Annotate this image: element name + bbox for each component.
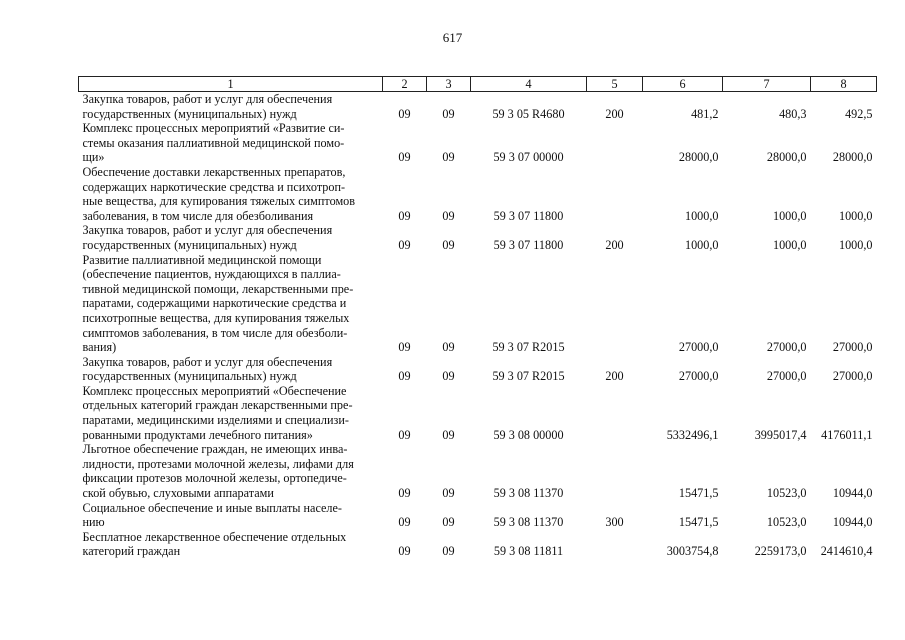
amount-year-2: 2259173,0 bbox=[754, 544, 807, 559]
row-description bbox=[79, 121, 383, 165]
subsection-code: 09 bbox=[442, 150, 455, 165]
row-description bbox=[79, 442, 383, 500]
description-line: Бесплатное лекарственное обеспечение отдельных bbox=[82, 529, 347, 544]
expense-type-code bbox=[587, 165, 643, 223]
target-article-code: 59 3 08 11370 bbox=[493, 515, 564, 530]
header-row bbox=[79, 77, 877, 92]
table-body bbox=[79, 92, 877, 560]
row-description bbox=[79, 92, 383, 122]
description-line: симптомов заболевания, в том числе для обезболи- bbox=[82, 325, 348, 340]
subsection-code: 09 bbox=[442, 544, 455, 559]
amount-year-1: 15471,5 bbox=[678, 486, 719, 501]
target-article-code: 59 3 08 11811 bbox=[493, 544, 564, 559]
amount-year-2: 1000,0 bbox=[772, 237, 807, 252]
description-line: Комплекс процессных мероприятий «Обеспечение bbox=[82, 383, 347, 398]
target-article-code: 59 3 07 R2015 bbox=[492, 369, 565, 384]
description-line: стемы оказания паллиативной медицинской помо- bbox=[82, 135, 345, 150]
subsection-code: 09 bbox=[442, 486, 455, 501]
amount-year-2: 3995017,4 bbox=[754, 427, 807, 442]
column-header-5: 5 bbox=[587, 77, 643, 92]
target-article-code: 59 3 07 00000 bbox=[493, 150, 564, 165]
table-row bbox=[79, 223, 877, 252]
amount-year-1: 1000,0 bbox=[684, 237, 719, 252]
expense-type-code: 200 bbox=[605, 106, 624, 121]
amount-year-3: 492,5 bbox=[845, 106, 873, 121]
section-code: 09 bbox=[398, 237, 411, 252]
description-line: психотропные вещества, для купирования тяжелых bbox=[82, 310, 350, 325]
expense-type-code: 200 bbox=[605, 369, 624, 384]
section-code: 09 bbox=[398, 427, 411, 442]
target-article-code: 59 3 07 11800 bbox=[493, 208, 564, 223]
row-description bbox=[79, 253, 383, 355]
table-row bbox=[79, 92, 877, 122]
description-line: фиксации протезов молочной железы, ортопедиче- bbox=[82, 471, 347, 486]
column-header-2: 2 bbox=[383, 77, 427, 92]
description-line: содержащих наркотические средства и психотроп- bbox=[82, 179, 346, 194]
description-line: Льготное обеспечение граждан, не имеющих инва- bbox=[82, 442, 348, 457]
description-line: тивной медицинской помощи, лекарственными пре- bbox=[82, 281, 354, 296]
description-line: паратами, медицинскими изделиями и специализи- bbox=[82, 413, 349, 428]
column-header-1: 1 bbox=[79, 77, 383, 92]
description-line: отдельных категорий граждан лекарственными пре- bbox=[82, 398, 353, 413]
description-line: категорий граждан bbox=[82, 544, 181, 559]
target-article-code: 59 3 05 R4680 bbox=[492, 106, 565, 121]
description-line: заболевания, в том числе для обезболивания bbox=[82, 208, 314, 223]
page-number: 617 bbox=[442, 30, 463, 45]
subsection-code: 09 bbox=[442, 515, 455, 530]
section-code: 09 bbox=[398, 486, 411, 501]
table-row bbox=[79, 501, 877, 530]
section-code: 09 bbox=[398, 340, 411, 355]
target-article-code: 59 3 08 00000 bbox=[493, 427, 564, 442]
amount-year-1: 27000,0 bbox=[678, 369, 719, 384]
description-line: Обеспечение доставки лекарственных препаратов, bbox=[82, 164, 346, 179]
subsection-code: 09 bbox=[442, 106, 455, 121]
amount-year-2: 10523,0 bbox=[766, 486, 807, 501]
row-description bbox=[79, 355, 383, 384]
section-code: 09 bbox=[398, 106, 411, 121]
table-row bbox=[79, 253, 877, 355]
table-row bbox=[79, 355, 877, 384]
amount-year-3: 1000,0 bbox=[838, 208, 873, 223]
description-line: государственных (муниципальных) нужд bbox=[82, 369, 297, 384]
amount-year-1: 5332496,1 bbox=[666, 427, 719, 442]
column-header-8: 8 bbox=[811, 77, 877, 92]
amount-year-3: 1000,0 bbox=[838, 237, 873, 252]
amount-year-2: 10523,0 bbox=[766, 515, 807, 530]
budget-table bbox=[78, 76, 877, 559]
amount-year-1: 3003754,8 bbox=[666, 544, 719, 559]
description-line: вания) bbox=[82, 340, 117, 355]
table-row bbox=[79, 384, 877, 442]
amount-year-2: 1000,0 bbox=[772, 208, 807, 223]
expense-type-code: 300 bbox=[605, 515, 624, 530]
amount-year-1: 15471,5 bbox=[678, 515, 719, 530]
section-code: 09 bbox=[398, 544, 411, 559]
amount-year-1: 1000,0 bbox=[684, 208, 719, 223]
description-line: нию bbox=[82, 515, 105, 530]
table-row bbox=[79, 165, 877, 223]
row-description bbox=[79, 165, 383, 223]
expense-type-code bbox=[587, 384, 643, 442]
description-line: Закупка товаров, работ и услуг для обеспечения bbox=[82, 354, 333, 369]
description-line: Закупка товаров, работ и услуг для обеспечения bbox=[82, 92, 333, 106]
amount-year-3: 10944,0 bbox=[832, 486, 873, 501]
section-code: 09 bbox=[398, 208, 411, 223]
amount-year-1: 28000,0 bbox=[678, 150, 719, 165]
description-line: паратами, содержащими наркотические средства и bbox=[82, 296, 347, 311]
expense-type-code bbox=[587, 530, 643, 559]
target-article-code: 59 3 08 11370 bbox=[493, 486, 564, 501]
expense-type-code bbox=[587, 121, 643, 165]
amount-year-3: 10944,0 bbox=[832, 515, 873, 530]
section-code: 09 bbox=[398, 150, 411, 165]
amount-year-3: 4176011,1 bbox=[821, 427, 873, 442]
amount-year-3: 28000,0 bbox=[832, 150, 873, 165]
description-line: Закупка товаров, работ и услуг для обеспечения bbox=[82, 223, 333, 238]
subsection-code: 09 bbox=[442, 369, 455, 384]
amount-year-2: 27000,0 bbox=[766, 340, 807, 355]
section-code: 09 bbox=[398, 515, 411, 530]
description-line: государственных (муниципальных) нужд bbox=[82, 237, 297, 252]
target-article-code: 59 3 07 R2015 bbox=[492, 340, 565, 355]
amount-year-3: 2414610,4 bbox=[820, 544, 873, 559]
column-header-6: 6 bbox=[643, 77, 723, 92]
amount-year-2: 27000,0 bbox=[766, 369, 807, 384]
amount-year-2: 480,3 bbox=[779, 106, 807, 121]
description-line: Развитие паллиативной медицинской помощи bbox=[82, 252, 322, 267]
amount-year-3: 27000,0 bbox=[832, 369, 873, 384]
amount-year-1: 481,2 bbox=[691, 106, 719, 121]
description-line: Социальное обеспечение и иные выплаты населе- bbox=[82, 500, 342, 515]
column-header-4: 4 bbox=[471, 77, 587, 92]
subsection-code: 09 bbox=[442, 427, 455, 442]
expense-type-code: 200 bbox=[605, 237, 624, 252]
description-line: рованными продуктами лечебного питания» bbox=[82, 427, 313, 442]
amount-year-3: 27000,0 bbox=[832, 340, 873, 355]
table-row bbox=[79, 121, 877, 165]
description-line: ской обувью, слуховыми аппаратами bbox=[82, 486, 274, 501]
table-row bbox=[79, 442, 877, 500]
description-line: Комплекс процессных мероприятий «Развитие си- bbox=[82, 121, 345, 136]
description-line: ные вещества, для купирования тяжелых симптомов bbox=[82, 194, 356, 209]
description-line: (обеспечение пациентов, нуждающихся в паллиа- bbox=[82, 267, 341, 282]
expense-type-code bbox=[587, 442, 643, 500]
amount-year-1: 27000,0 bbox=[678, 340, 719, 355]
description-line: государственных (муниципальных) нужд bbox=[82, 106, 297, 121]
row-description bbox=[79, 384, 383, 442]
section-code: 09 bbox=[398, 369, 411, 384]
row-description bbox=[79, 501, 383, 530]
subsection-code: 09 bbox=[442, 340, 455, 355]
column-header-3: 3 bbox=[427, 77, 471, 92]
table-row bbox=[79, 530, 877, 559]
subsection-code: 09 bbox=[442, 208, 455, 223]
row-description bbox=[79, 530, 383, 559]
description-line: лидности, протезами молочной железы, лифами для bbox=[82, 456, 354, 471]
target-article-code: 59 3 07 11800 bbox=[493, 237, 564, 252]
subsection-code: 09 bbox=[442, 237, 455, 252]
description-line: щи» bbox=[82, 150, 105, 165]
column-header-7: 7 bbox=[723, 77, 811, 92]
row-description bbox=[79, 223, 383, 252]
amount-year-2: 28000,0 bbox=[766, 150, 807, 165]
expense-type-code bbox=[587, 253, 643, 355]
